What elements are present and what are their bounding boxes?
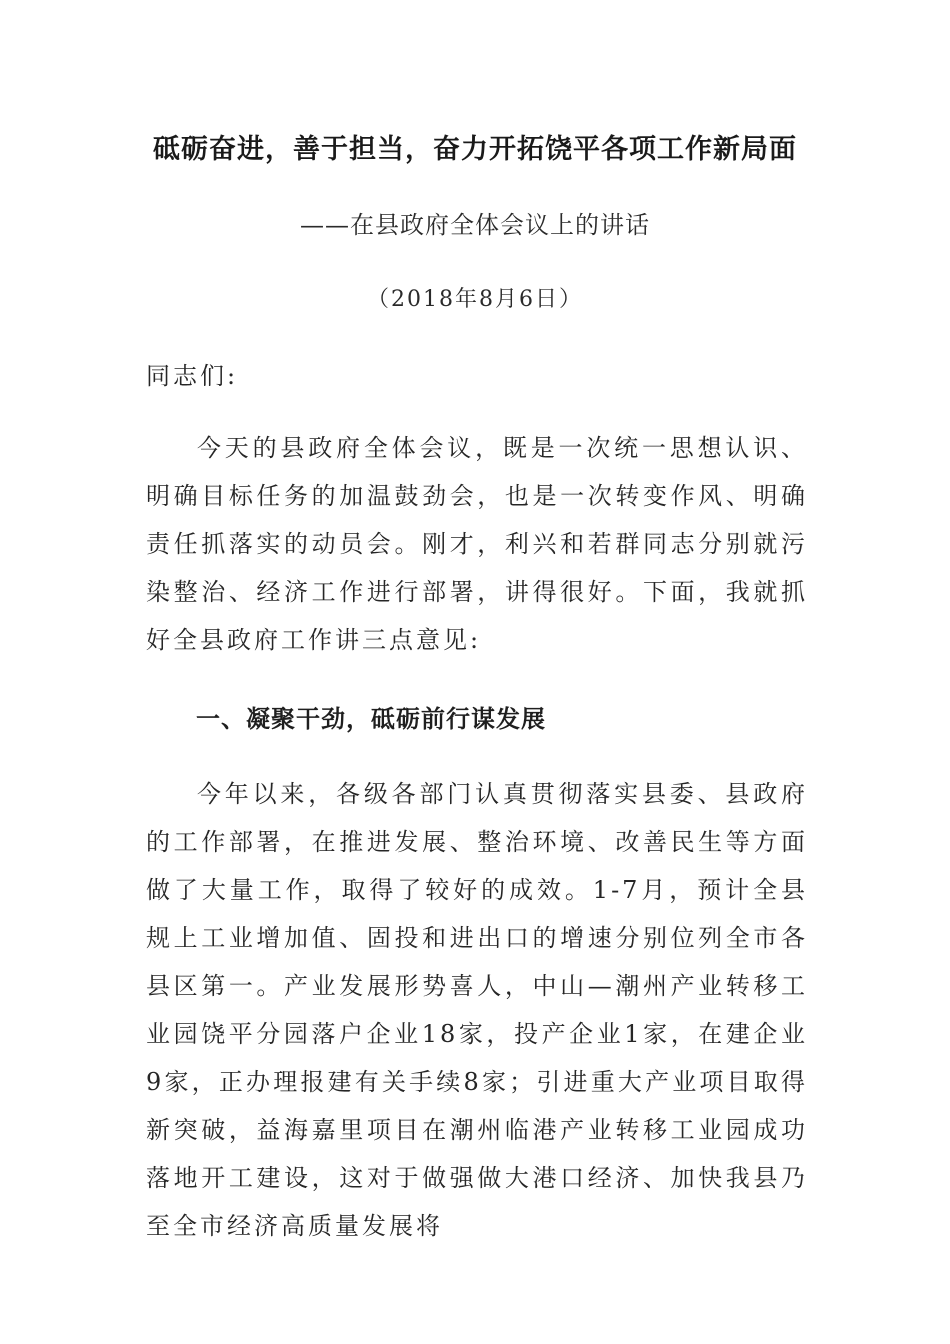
document-title: 砥砺奋进，善于担当，奋力开拓饶平各项工作新局面 — [153, 134, 797, 165]
salutation: 同志们: — [146, 362, 239, 390]
paragraph-section-1: 今年以来，各级各部门认真贯彻落实县委、县政府的工作部署，在推进发展、整治环境、改善民生等方面做了大量工作，取得了较好的成效。1-7月，预计全县规上工业增加值、固投和进出口的增速分别位列全市各县区第一。产业发展形势喜人，中山—潮州产业转移工业园饶平分园落户企业18家，投产企业1家，在建企业9家，正办理报建有关手续8家；引进重大产业项目取得新突破，益海嘉里项目在潮州临港产业转移工业园成功落地开工建设，这对于做强做大港口经济、加快我县乃至全市经济高质量发展将 — [146, 780, 808, 1240]
paragraph-intro: 今天的县政府全体会议，既是一次统一思想认识、明确目标任务的加温鼓劲会，也是一次转变作风、明确责任抓落实的动员会。刚才，利兴和若群同志分别就污染整治、经济工作进行部署，讲得很好。下面，我就抓好全县政府工作讲三点意见: — [146, 434, 808, 654]
speech-date: （2018年8月6日） — [367, 287, 583, 312]
section-heading-1: 一、凝聚干劲，砥砺前行谋发展 — [196, 705, 546, 733]
document-subtitle: ——在县政府全体会议上的讲话 — [300, 211, 650, 239]
